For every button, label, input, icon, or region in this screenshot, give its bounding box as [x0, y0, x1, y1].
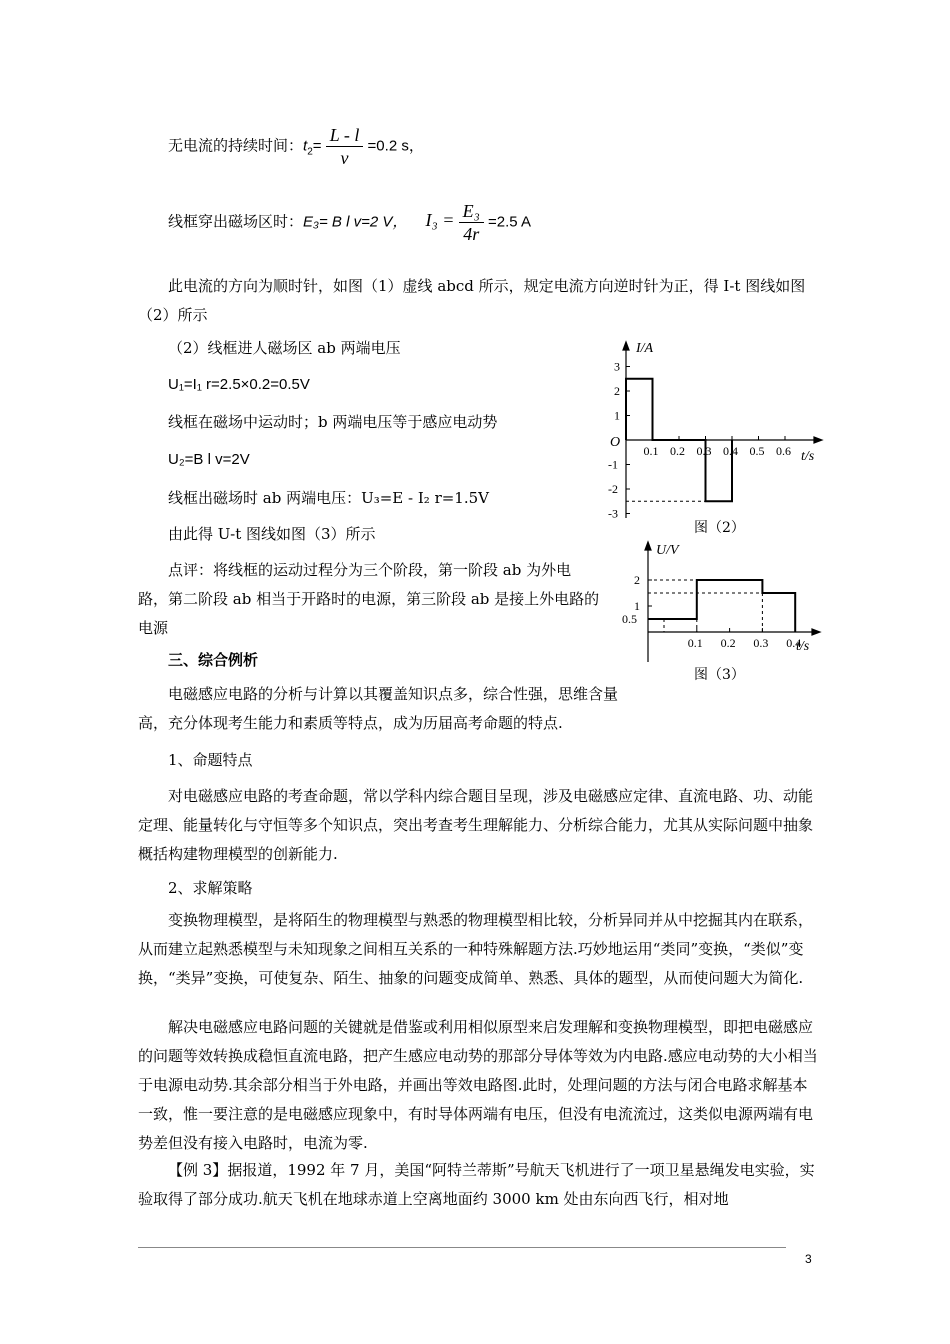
- section-heading-3: 三、综合例析: [168, 651, 259, 669]
- fig2-xlabel: t/s: [801, 449, 815, 464]
- fig3-xtick-label: 0.3: [753, 636, 769, 650]
- step-U-t-graph: 由此得 U-t 图线如图（3）所示: [168, 525, 376, 543]
- fig2-ytick-label: -2: [608, 482, 618, 496]
- footer-divider: [138, 1247, 786, 1248]
- fig2-ytick-label: 3: [614, 359, 620, 374]
- fig2-xtick-label: 0.3: [696, 444, 712, 458]
- comment-paragraph: 点评：将线框的运动过程分为三个阶段，第一阶段 ab 为外电路，第二阶段 ab 相当于开路时的电源，第三阶段 ab 是接上外电路的电源: [138, 561, 600, 637]
- paragraph-example-3: 【例 3】据报道，1992 年 7 月，美国“阿特兰蒂斯”号航天飞机进行了一项卫星悬绳发电实验，实验取得了部分成功.航天飞机在地球赤道上空离地面约 3000 km 处由东向西飞行，相对地: [138, 1161, 815, 1208]
- fig3-series-line: [648, 580, 795, 632]
- fig3-xtick-label: 0.4: [786, 636, 802, 650]
- fig2-ytick-label: 2: [614, 384, 620, 398]
- fig2-ytick-label: 1: [614, 408, 620, 423]
- fig2-x-arrow: [814, 437, 822, 443]
- fig2-xtick-label: 0.4: [723, 444, 738, 458]
- fig3-xtick-label: 0.2: [720, 636, 736, 650]
- figure-2-caption: 图（2）: [694, 520, 745, 536]
- fig3-ytick-label: 1: [634, 599, 640, 613]
- page-number: 3: [805, 1252, 812, 1266]
- paragraph-current-direction: 此电流的方向为顺时针，如图（1）虚线 abcd 所示，规定电流方向逆时针为正，得 I-t 图线如图（2）所示: [138, 277, 806, 324]
- figure-2-I-t-graph: [596, 338, 836, 538]
- subheading-characteristics: 1、命题特点: [168, 751, 253, 769]
- fig3-xtick-label: 0.1: [687, 636, 703, 650]
- fig2-ytick-label: -3: [608, 506, 618, 521]
- fig2-ytick-label: -1: [608, 457, 618, 472]
- fig3-x-arrow: [812, 629, 820, 635]
- formula-E3-I3: 线框穿出磁场区时：E₃= B l v=2 V， I₃ = $\frac{\text{E₃}}{4r}$ =2.5 A: [168, 201, 531, 244]
- fig3-xlabel: t/s: [796, 639, 810, 654]
- fig2-xtick-label: 0.1: [643, 444, 659, 458]
- formula-U2: U₂=B l v=2V: [168, 451, 250, 468]
- paragraph-characteristics: 对电磁感应电路的考查命题，常以学科内综合题目呈现，涉及电磁感应定律、直流电路、功、动能定理、能量转化与守恒等多个知识点，突出考查考生理解能力、分析综合能力，尤其从实际问题中抽象概括构建物理模型的创新能力.: [138, 787, 814, 863]
- figure-3-caption: 图（3）: [694, 667, 745, 683]
- step-2-voltage: （2）线框进人磁场区 ab 两端电压: [168, 339, 401, 357]
- paragraph-strategy: 变换物理模型，是将陌生的物理模型与熟悉的物理模型相比较，分析异同并从中挖掘其内在联系，从而建立起熟悉模型与未知现象之间相互关系的一种特殊解题方法.巧妙地运用“类同”变换，“类似”变换，“类异”变换，可使复杂、陌生、抽象的问题变成简单、熟悉、具体的题型，从而使问题大为简化.: [138, 911, 814, 987]
- formula-U1: U₁=I₁ r=2.5×0.2=0.5V: [168, 376, 310, 393]
- fig2-y-arrow: [623, 342, 629, 350]
- fig2-xtick-label: 0.2: [670, 444, 685, 458]
- fig3-ytick-label: 2: [634, 573, 640, 587]
- subheading-strategy: 2、求解策略: [168, 879, 253, 897]
- fig3-ytick-label: 0.5: [622, 612, 637, 626]
- formula-t2: 无电流的持续时间：$t_2=$ $\frac{L - l}{v}$ =0.2 s，: [168, 125, 424, 168]
- paragraph-intro: 电磁感应电路的分析与计算以其覆盖知识点多，综合性强，思维含量高，充分体现考生能力和素质等特点，成为历届高考命题的特点.: [138, 685, 619, 732]
- fig2-origin: O: [610, 435, 621, 450]
- fraction-L-minus-l-over-v: $\frac{L - l}{v}$: [326, 124, 364, 169]
- fig2-ylabel: I/A: [636, 341, 654, 356]
- step-in-field: 线框在磁场中运动时；b 两端电压等于感应电动势: [168, 413, 498, 431]
- fig3-ylabel: U/V: [656, 543, 679, 558]
- fig2-xtick-label: 0.5: [749, 444, 765, 458]
- paragraph-key: 解决电磁感应电路问题的关键就是借鉴或利用相似原型来启发理解和变换物理模型，即把电磁感应的问题等效转换成稳恒直流电路，把产生感应电动势的那部分导体等效为内电路.感应电动势的大小相当于电源电动势.其余部分相当于外电路，并画出等效电路图.此时，处理问题的方法与闭合电路求解基本一致，惟一要注意的是电磁感应现象中，有时导体两端有电压，但没有电流流过，这类似电源两端有电势差但没有接入电路时，电流为零.: [138, 1018, 818, 1152]
- formula-U3: 线框出磁场时 ab 两端电压：U₃=E - I₂ r=1.5V: [168, 489, 489, 507]
- formula-t2-label: 无电流的持续时间：: [168, 137, 304, 155]
- fig3-y-arrow: [645, 542, 651, 550]
- fraction-E3-over-4r: $\frac{\text{E₃}}{4r}$: [459, 200, 484, 245]
- fig2-xtick-label: 0.6: [776, 444, 791, 458]
- figure-3-U-t-graph: [616, 540, 836, 668]
